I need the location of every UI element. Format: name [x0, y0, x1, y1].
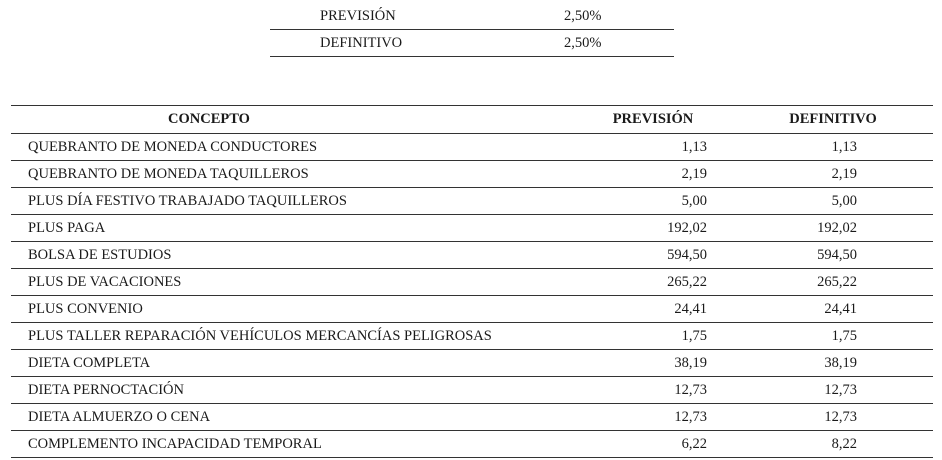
table-header-row	[11, 106, 933, 134]
cell-definitivo: 1,75	[733, 323, 933, 350]
summary-row-definitivo	[270, 30, 674, 57]
table-row	[11, 269, 933, 296]
cell-definitivo: 265,22	[733, 269, 933, 296]
summary-label: DEFINITIVO	[270, 30, 564, 57]
cell-prevision: 192,02	[573, 215, 733, 242]
cell-prevision: 5,00	[573, 188, 733, 215]
cell-concepto: DIETA COMPLETA	[11, 350, 573, 377]
table-body	[11, 134, 933, 458]
cell-prevision: 6,22	[573, 431, 733, 458]
cell-prevision: 24,41	[573, 296, 733, 323]
cell-prevision: 594,50	[573, 242, 733, 269]
cell-definitivo: 24,41	[733, 296, 933, 323]
table-row	[11, 296, 933, 323]
cell-definitivo: 594,50	[733, 242, 933, 269]
cell-prevision: 12,73	[573, 404, 733, 431]
cell-definitivo: 38,19	[733, 350, 933, 377]
cell-prevision: 1,13	[573, 134, 733, 161]
header-prevision: PREVISIÓN	[573, 106, 733, 134]
table-row	[11, 377, 933, 404]
cell-definitivo: 12,73	[733, 404, 933, 431]
table-row	[11, 431, 933, 458]
cell-prevision: 265,22	[573, 269, 733, 296]
cell-prevision: 2,19	[573, 161, 733, 188]
cell-concepto: PLUS PAGA	[11, 215, 573, 242]
cell-definitivo: 12,73	[733, 377, 933, 404]
cell-definitivo: 5,00	[733, 188, 933, 215]
cell-concepto: DIETA ALMUERZO O CENA	[11, 404, 573, 431]
concepts-table	[11, 105, 933, 458]
table-row	[11, 188, 933, 215]
table-row	[11, 350, 933, 377]
table-row	[11, 215, 933, 242]
cell-concepto: QUEBRANTO DE MONEDA TAQUILLEROS	[11, 161, 573, 188]
cell-prevision: 12,73	[573, 377, 733, 404]
table-row	[11, 242, 933, 269]
cell-concepto: PLUS DÍA FESTIVO TRABAJADO TAQUILLEROS	[11, 188, 573, 215]
cell-definitivo: 1,13	[733, 134, 933, 161]
cell-concepto: PLUS CONVENIO	[11, 296, 573, 323]
summary-table	[270, 3, 674, 57]
summary-value: 2,50%	[564, 3, 674, 30]
cell-prevision: 38,19	[573, 350, 733, 377]
cell-concepto: QUEBRANTO DE MONEDA CONDUCTORES	[11, 134, 573, 161]
table-row	[11, 161, 933, 188]
header-concepto: CONCEPTO	[11, 106, 573, 134]
cell-concepto: PLUS TALLER REPARACIÓN VEHÍCULOS MERCANCÍAS PELIGROSAS	[11, 323, 573, 350]
cell-definitivo: 2,19	[733, 161, 933, 188]
cell-concepto: PLUS DE VACACIONES	[11, 269, 573, 296]
summary-value: 2,50%	[564, 30, 674, 57]
cell-concepto: COMPLEMENTO INCAPACIDAD TEMPORAL	[11, 431, 573, 458]
cell-definitivo: 192,02	[733, 215, 933, 242]
table-row	[11, 404, 933, 431]
summary-label: PREVISIÓN	[270, 3, 564, 30]
cell-concepto: BOLSA DE ESTUDIOS	[11, 242, 573, 269]
header-definitivo: DEFINITIVO	[733, 106, 933, 134]
table-row	[11, 134, 933, 161]
cell-definitivo: 8,22	[733, 431, 933, 458]
cell-prevision: 1,75	[573, 323, 733, 350]
table-row	[11, 323, 933, 350]
cell-concepto: DIETA PERNOCTACIÓN	[11, 377, 573, 404]
summary-row-prevision	[270, 3, 674, 30]
